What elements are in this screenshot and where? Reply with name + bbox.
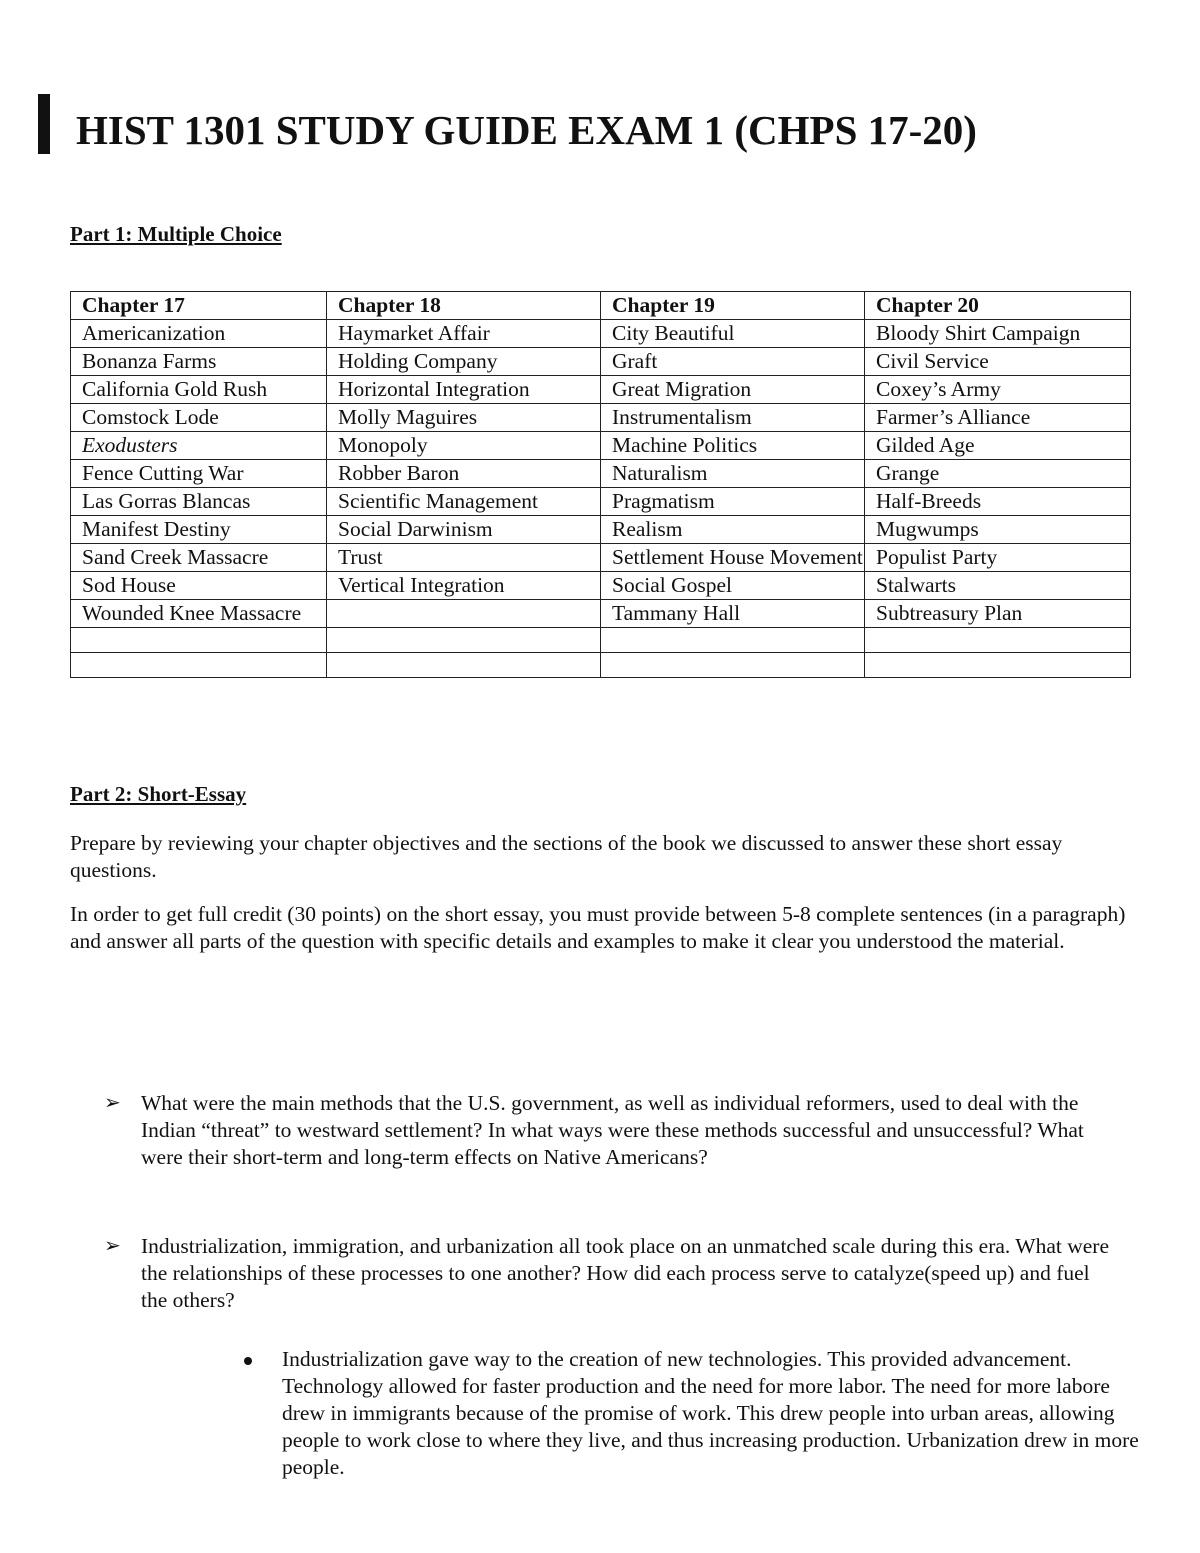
table-cell: Mugwumps (865, 516, 1131, 544)
answer-text: Industrialization gave way to the creation of new technologies. This provided advancement. Technology allowed for faster production and the need for more labor. The need for more labore drew in immigrants because of the promise of work. This drew people into urban areas, allowing people to work close to where they live, and thus increasing production. Urbanization drew in more people. (282, 1347, 1139, 1479)
table-cell (327, 600, 601, 628)
table-row (71, 320, 1131, 348)
table-cell: Great Migration (601, 376, 865, 404)
table-row (71, 544, 1131, 572)
table-cell (327, 628, 601, 653)
table-cell: Naturalism (601, 460, 865, 488)
table-cell: Scientific Management (327, 488, 601, 516)
table-cell: Holding Company (327, 348, 601, 376)
round-bullet-icon (244, 1357, 252, 1365)
table-row (71, 600, 1131, 628)
table-cell: Graft (601, 348, 865, 376)
table-cell: Social Gospel (601, 572, 865, 600)
table-cell: Wounded Knee Massacre (71, 600, 327, 628)
intro-paragraph: Prepare by reviewing your chapter objectives and the sections of the book we discussed to answer these short essay questions. (70, 831, 1063, 882)
essay-question-1 (104, 1090, 1114, 1171)
table-cell: Las Gorras Blancas (71, 488, 327, 516)
table-cell: Social Darwinism (327, 516, 601, 544)
table-cell: Monopoly (327, 432, 601, 460)
table-cell: Americanization (71, 320, 327, 348)
part2-heading: Part 2: Short-Essay (70, 782, 247, 806)
table-row (71, 516, 1131, 544)
table-row (71, 404, 1131, 432)
arrow-bullet-icon: ➢ (104, 1092, 121, 1114)
table-cell: Settlement House Movement (601, 544, 865, 572)
table-cell: Bonanza Farms (71, 348, 327, 376)
column-header-chapter-19: Chapter 19 (601, 292, 865, 320)
table-row (71, 460, 1131, 488)
table-cell: Gilded Age (865, 432, 1131, 460)
table-cell: Grange (865, 460, 1131, 488)
table-cell: Pragmatism (601, 488, 865, 516)
arrow-bullet-icon: ➢ (104, 1235, 121, 1257)
title-bar-marker (38, 94, 50, 154)
table-cell: Populist Party (865, 544, 1131, 572)
table-cell: Farmer’s Alliance (865, 404, 1131, 432)
table-cell: Horizontal Integration (327, 376, 601, 404)
question-text: Industrialization, immigration, and urbanization all took place on an unmatched scale during this era. What were the relationships of these processes to one another? How did each process serve to catalyze(speed up) and fuel the others? (141, 1234, 1109, 1312)
table-cell (327, 653, 601, 678)
terms-table (70, 291, 1131, 678)
table-cell: Sod House (71, 572, 327, 600)
table-cell: Half-Breeds (865, 488, 1131, 516)
table-cell: Tammany Hall (601, 600, 865, 628)
part1-heading: Part 1: Multiple Choice (70, 222, 282, 246)
essay-question-2 (104, 1233, 1114, 1314)
table-cell: Comstock Lode (71, 404, 327, 432)
table-cell: California Gold Rush (71, 376, 327, 404)
table-cell (601, 653, 865, 678)
table-cell: Manifest Destiny (71, 516, 327, 544)
table-cell (865, 628, 1131, 653)
table-cell (71, 653, 327, 678)
column-header-chapter-20: Chapter 20 (865, 292, 1131, 320)
table-cell (71, 628, 327, 653)
table-cell: Fence Cutting War (71, 460, 327, 488)
table-row (71, 488, 1131, 516)
table-cell: Subtreasury Plan (865, 600, 1131, 628)
question-text: What were the main methods that the U.S. government, as well as individual reformers, used to deal with the Indian “threat” to westward settlement? In what ways were these methods successful and unsuccessful? What were their short-term and long-term effects on Native Americans? (141, 1091, 1084, 1169)
page-title: HIST 1301 STUDY GUIDE EXAM 1 (CHPS 17-20) (76, 107, 977, 153)
table-cell: Machine Politics (601, 432, 865, 460)
table-cell: Robber Baron (327, 460, 601, 488)
table-cell: Civil Service (865, 348, 1131, 376)
table-cell: Stalwarts (865, 572, 1131, 600)
table-cell: Instrumentalism (601, 404, 865, 432)
table-cell (601, 628, 865, 653)
table-row (71, 432, 1131, 460)
table-cell: Molly Maguires (327, 404, 601, 432)
credit-instructions-paragraph: In order to get full credit (30 points) on the short essay, you must provide between 5-8 complete sentences (in a paragraph) and answer all parts of the question with specific details and examples to make it clear you understood the material. (70, 902, 1126, 953)
answer-bullet (244, 1346, 1139, 1481)
column-header-chapter-17: Chapter 17 (71, 292, 327, 320)
table-cell: Sand Creek Massacre (71, 544, 327, 572)
table-cell: Trust (327, 544, 601, 572)
table-cell: Realism (601, 516, 865, 544)
table-cell: City Beautiful (601, 320, 865, 348)
table-cell (865, 653, 1131, 678)
table-row (71, 348, 1131, 376)
table-cell: Coxey’s Army (865, 376, 1131, 404)
table-row-empty (71, 653, 1131, 678)
table-header-row (71, 292, 1131, 320)
table-cell: Exodusters (71, 432, 327, 460)
table-row (71, 572, 1131, 600)
table-row-empty (71, 628, 1131, 653)
table-cell: Vertical Integration (327, 572, 601, 600)
table-row (71, 376, 1131, 404)
column-header-chapter-18: Chapter 18 (327, 292, 601, 320)
table-cell: Bloody Shirt Campaign (865, 320, 1131, 348)
table-cell: Haymarket Affair (327, 320, 601, 348)
